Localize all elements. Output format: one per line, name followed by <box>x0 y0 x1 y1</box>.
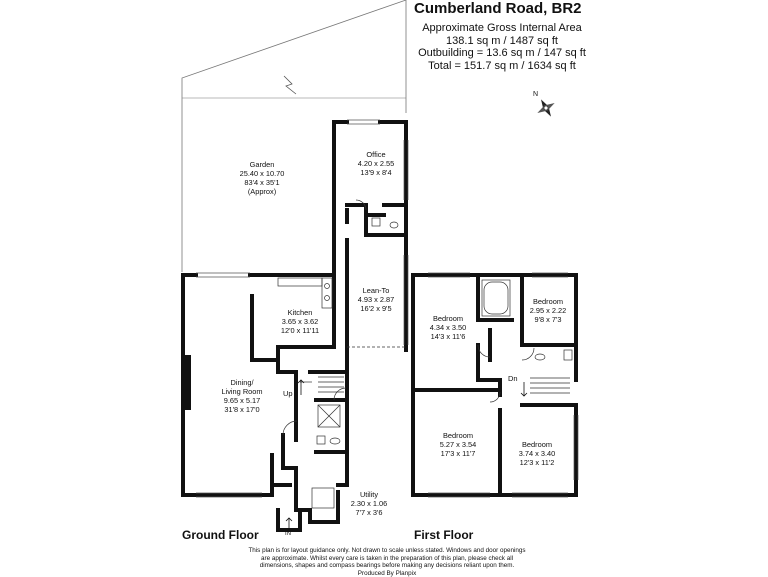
stairs-down-label: Dn <box>508 374 518 383</box>
plan-title: Cumberland Road, BR2 <box>414 0 582 17</box>
area-heading: Approximate Gross Internal Area <box>422 22 582 34</box>
disclaimer: This plan is for layout guidance only. Not drawn to scale unless stated. Windows and door openings are approximate. Whilst every care is taken in the preparation of this plan, please check all dimensions, shapes and compass bearings before making any decisions reliant upon them. Produced By Planpix <box>248 547 526 577</box>
down-arrow-icon <box>521 382 527 396</box>
compass-label: N <box>533 91 539 98</box>
room-bedroom-2: Bedroom 2.95 x 2.22 9'8 x 7'3 <box>529 297 567 324</box>
area-outbuilding: Outbuilding = 13.6 sq m / 147 sq ft <box>418 47 586 59</box>
first-floor-label: First Floor <box>414 528 474 542</box>
room-kitchen: Kitchen 3.65 x 3.62 12'0 x 11'11 <box>280 308 320 335</box>
ground-fixtures <box>278 200 398 508</box>
chimney-breast <box>183 355 191 410</box>
compass-icon <box>532 94 559 121</box>
room-bedroom-4: Bedroom 3.74 x 3.40 12'3 x 11'2 <box>518 440 556 467</box>
ground-floor-label: Ground Floor <box>182 528 259 542</box>
room-dining-living: Dining/ Living Room 9.65 x 5.17 31'8 x 17'0 <box>221 378 263 414</box>
stairs-up-label: Up <box>283 389 293 398</box>
area-summary <box>414 22 590 72</box>
room-bedroom-3: Bedroom 5.27 x 3.54 17'3 x 11'7 <box>439 431 477 458</box>
up-arrow-icon <box>298 380 304 395</box>
room-office: Office 4.20 x 2.55 13'9 x 8'4 <box>357 150 395 177</box>
room-bedroom-1: Bedroom 4.34 x 3.50 14'3 x 11'6 <box>429 314 467 341</box>
room-utility: Utility 2.30 x 1.06 7'7 x 3'6 <box>350 490 388 517</box>
room-lean-to: Lean-To 4.93 x 2.87 16'2 x 9'5 <box>357 286 395 313</box>
area-total: Total = 151.7 sq m / 1634 sq ft <box>428 59 576 72</box>
room-garden: Garden 25.40 x 10.70 83'4 x 35'1 (Approx) <box>239 160 285 196</box>
garden-outline <box>182 0 406 272</box>
area-main: 138.1 sq m / 1487 sq ft <box>446 34 558 47</box>
entrance-label: IN <box>285 531 291 537</box>
